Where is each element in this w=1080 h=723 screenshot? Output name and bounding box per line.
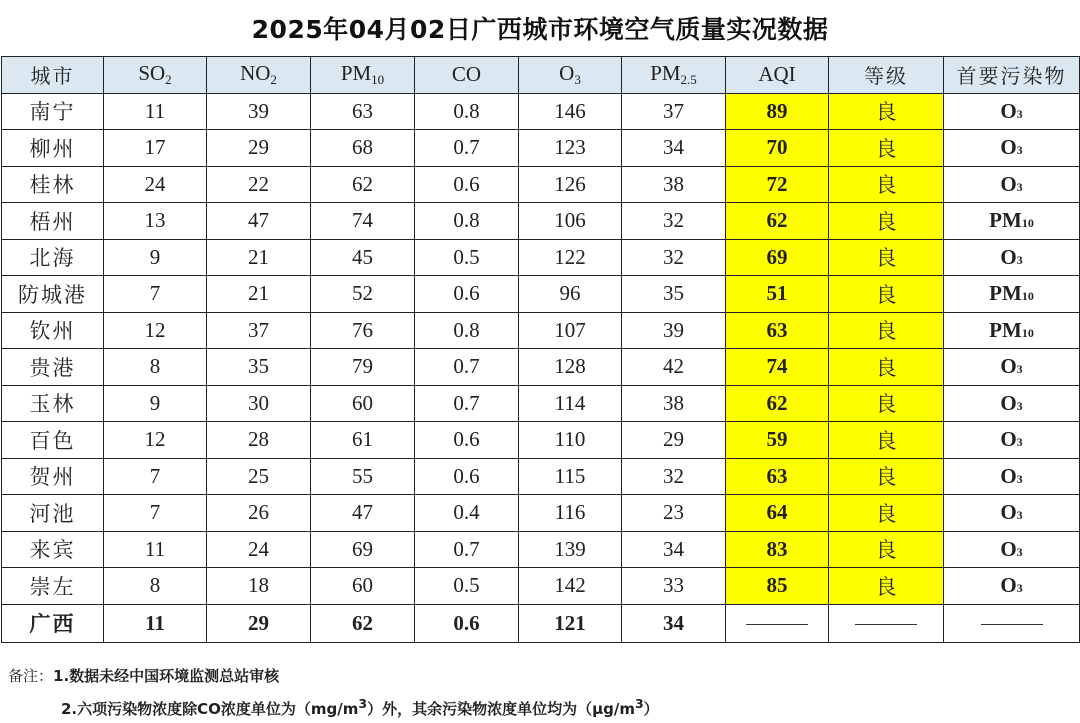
pm10-cell: 60 — [311, 385, 415, 422]
page-title: 2025年04月02日广西城市环境空气质量实况数据 — [251, 14, 829, 44]
table-row — [2, 349, 1080, 386]
o3-cell: 110 — [519, 422, 622, 459]
pm25-cell: 29 — [622, 422, 726, 459]
pm10-cell: 79 — [311, 349, 415, 386]
primary-pollutant-cell: PM10 — [944, 312, 1080, 349]
col-header-pm25: $PM_{2.5}$ — [622, 57, 726, 94]
so2-cell: 11 — [104, 604, 207, 642]
primary-pollutant-cell: O3 — [944, 458, 1080, 495]
co-cell: 0.6 — [415, 604, 519, 642]
col-header-pm10: $PM_{10}$ — [311, 57, 415, 94]
co-cell: 0.8 — [415, 93, 519, 130]
aqi-cell: 63 — [726, 312, 829, 349]
table-row — [2, 239, 1080, 276]
city-cell: 崇左 — [2, 568, 104, 605]
co-cell: 0.8 — [415, 203, 519, 240]
table-row — [2, 385, 1080, 422]
pm10-cell: 74 — [311, 203, 415, 240]
so2-cell: 17 — [104, 130, 207, 167]
aqi-cell: 62 — [726, 203, 829, 240]
co-cell: 0.6 — [415, 458, 519, 495]
no2-cell: 39 — [207, 93, 311, 130]
pm10-cell: 60 — [311, 568, 415, 605]
o3-cell: 142 — [519, 568, 622, 605]
o3-cell: 139 — [519, 531, 622, 568]
pm25-cell: 38 — [622, 166, 726, 203]
pm10-cell: 45 — [311, 239, 415, 276]
note-line-2: 2.六项污染物浓度除CO浓度单位为$(mg/m^3)$外，其余污染物浓度单位均为$(\mu g/m^3)$ — [61, 696, 659, 718]
pm25-cell: 37 — [622, 93, 726, 130]
o3-cell: 121 — [519, 604, 622, 642]
pm25-cell: 34 — [622, 130, 726, 167]
pm10-cell: 68 — [311, 130, 415, 167]
o3-cell: 96 — [519, 276, 622, 313]
primary-pollutant-cell: O3 — [944, 495, 1080, 532]
grade-cell: 良 — [829, 93, 944, 130]
primary-pollutant-cell: O3 — [944, 531, 1080, 568]
grade-cell: 良 — [829, 531, 944, 568]
pm25-cell: 32 — [622, 239, 726, 276]
grade-cell: 良 — [829, 385, 944, 422]
pm25-cell: 38 — [622, 385, 726, 422]
aqi-cell: 64 — [726, 495, 829, 532]
primary-pollutant-cell: O3 — [944, 349, 1080, 386]
pm25-cell: 39 — [622, 312, 726, 349]
aqi-cell: 85 — [726, 568, 829, 605]
pm25-cell: 34 — [622, 531, 726, 568]
o3-cell: 106 — [519, 203, 622, 240]
pm10-cell: 63 — [311, 93, 415, 130]
o3-cell: 126 — [519, 166, 622, 203]
grade-cell: 良 — [829, 349, 944, 386]
pm25-cell: 42 — [622, 349, 726, 386]
grade-cell: 良 — [829, 166, 944, 203]
so2-cell: 11 — [104, 93, 207, 130]
pm10-cell: 55 — [311, 458, 415, 495]
no2-cell: 26 — [207, 495, 311, 532]
aqi-cell: 62 — [726, 385, 829, 422]
so2-cell: 12 — [104, 312, 207, 349]
no2-cell: 29 — [207, 604, 311, 642]
so2-cell: 8 — [104, 568, 207, 605]
dash-line — [746, 624, 808, 625]
pm10-cell: 69 — [311, 531, 415, 568]
so2-cell: 7 — [104, 276, 207, 313]
table-row — [2, 568, 1080, 605]
city-cell: 北海 — [2, 239, 104, 276]
table-row — [2, 422, 1080, 459]
primary-pollutant-cell: O3 — [944, 130, 1080, 167]
co-cell: 0.6 — [415, 422, 519, 459]
grade-cell: 良 — [829, 239, 944, 276]
city-cell: 广西 — [2, 604, 104, 642]
city-cell: 梧州 — [2, 203, 104, 240]
primary-pollutant-cell: PM10 — [944, 276, 1080, 313]
aqi-cell: 83 — [726, 531, 829, 568]
o3-cell: 146 — [519, 93, 622, 130]
city-cell: 南宁 — [2, 93, 104, 130]
o3-cell: 128 — [519, 349, 622, 386]
no2-cell: 28 — [207, 422, 311, 459]
pm25-cell: 35 — [622, 276, 726, 313]
no2-cell: 24 — [207, 531, 311, 568]
table-row — [2, 166, 1080, 203]
co-cell: 0.5 — [415, 568, 519, 605]
grade-cell: 良 — [829, 568, 944, 605]
table-row — [2, 93, 1080, 130]
primary-pollutant-cell: O3 — [944, 166, 1080, 203]
grade-cell: 良 — [829, 495, 944, 532]
co-cell: 0.7 — [415, 531, 519, 568]
so2-cell: 24 — [104, 166, 207, 203]
so2-cell: 11 — [104, 531, 207, 568]
no2-cell: 18 — [207, 568, 311, 605]
no2-cell: 21 — [207, 276, 311, 313]
pm25-cell: 32 — [622, 203, 726, 240]
no2-cell: 47 — [207, 203, 311, 240]
col-header-aqi: AQI — [726, 57, 829, 94]
table-row — [2, 130, 1080, 167]
pm25-cell: 34 — [622, 604, 726, 642]
city-cell: 贺州 — [2, 458, 104, 495]
so2-cell: 8 — [104, 349, 207, 386]
city-cell: 来宾 — [2, 531, 104, 568]
pm10-cell: 76 — [311, 312, 415, 349]
o3-cell: 122 — [519, 239, 622, 276]
city-cell: 防城港 — [2, 276, 104, 313]
table-row — [2, 203, 1080, 240]
so2-cell: 13 — [104, 203, 207, 240]
no2-cell: 21 — [207, 239, 311, 276]
table-row — [2, 531, 1080, 568]
so2-cell: 12 — [104, 422, 207, 459]
empty-dash-cell — [829, 604, 944, 642]
city-cell: 玉林 — [2, 385, 104, 422]
pm10-cell: 52 — [311, 276, 415, 313]
col-header-so2: $SO_2$ — [104, 57, 207, 94]
city-cell: 贵港 — [2, 349, 104, 386]
co-cell: 0.6 — [415, 166, 519, 203]
note-line-1: 备注：1.数据未经中国环境监测总站审核 — [8, 667, 280, 685]
no2-cell: 29 — [207, 130, 311, 167]
col-header-primary-pollutant: 首要污染物 — [944, 57, 1080, 94]
o3-cell: 114 — [519, 385, 622, 422]
air-quality-table — [1, 56, 1080, 643]
co-cell: 0.7 — [415, 130, 519, 167]
o3-cell: 116 — [519, 495, 622, 532]
o3-cell: 115 — [519, 458, 622, 495]
so2-cell: 7 — [104, 458, 207, 495]
grade-cell: 良 — [829, 422, 944, 459]
no2-cell: 35 — [207, 349, 311, 386]
col-header-no2: $NO_2$ — [207, 57, 311, 94]
co-cell: 0.8 — [415, 312, 519, 349]
aqi-cell: 72 — [726, 166, 829, 203]
table-row — [2, 312, 1080, 349]
dash-line — [981, 624, 1043, 625]
pm25-cell: 32 — [622, 458, 726, 495]
so2-cell: 7 — [104, 495, 207, 532]
col-header-o3: $O_3$ — [519, 57, 622, 94]
aqi-cell: 59 — [726, 422, 829, 459]
primary-pollutant-cell: PM10 — [944, 203, 1080, 240]
table-row — [2, 458, 1080, 495]
pm10-cell: 62 — [311, 604, 415, 642]
dash-line — [855, 624, 917, 625]
grade-cell: 良 — [829, 458, 944, 495]
table-row — [2, 495, 1080, 532]
co-cell: 0.4 — [415, 495, 519, 532]
col-header-co: CO — [415, 57, 519, 94]
col-header-city: 城市 — [2, 57, 104, 94]
co-cell: 0.6 — [415, 276, 519, 313]
grade-cell: 良 — [829, 130, 944, 167]
city-cell: 钦州 — [2, 312, 104, 349]
primary-pollutant-cell: O3 — [944, 239, 1080, 276]
empty-dash-cell — [944, 604, 1080, 642]
aqi-cell: 63 — [726, 458, 829, 495]
no2-cell: 30 — [207, 385, 311, 422]
pm10-cell: 62 — [311, 166, 415, 203]
total-row — [2, 604, 1080, 642]
empty-dash-cell — [726, 604, 829, 642]
grade-cell: 良 — [829, 203, 944, 240]
city-cell: 河池 — [2, 495, 104, 532]
no2-cell: 37 — [207, 312, 311, 349]
primary-pollutant-cell: O3 — [944, 422, 1080, 459]
pm25-cell: 33 — [622, 568, 726, 605]
city-cell: 百色 — [2, 422, 104, 459]
no2-cell: 25 — [207, 458, 311, 495]
aqi-cell: 69 — [726, 239, 829, 276]
notes — [8, 662, 1072, 723]
grade-cell: 良 — [829, 312, 944, 349]
pm10-cell: 47 — [311, 495, 415, 532]
so2-cell: 9 — [104, 385, 207, 422]
pm25-cell: 23 — [622, 495, 726, 532]
aqi-cell: 70 — [726, 130, 829, 167]
pm10-cell: 61 — [311, 422, 415, 459]
co-cell: 0.7 — [415, 349, 519, 386]
city-cell: 柳州 — [2, 130, 104, 167]
city-cell: 桂林 — [2, 166, 104, 203]
aqi-cell: 51 — [726, 276, 829, 313]
col-header-grade: 等级 — [829, 57, 944, 94]
aqi-cell: 74 — [726, 349, 829, 386]
no2-cell: 22 — [207, 166, 311, 203]
co-cell: 0.7 — [415, 385, 519, 422]
header-row — [2, 57, 1080, 94]
grade-cell: 良 — [829, 276, 944, 313]
primary-pollutant-cell: O3 — [944, 93, 1080, 130]
primary-pollutant-cell: O3 — [944, 385, 1080, 422]
o3-cell: 123 — [519, 130, 622, 167]
aqi-cell: 89 — [726, 93, 829, 130]
co-cell: 0.5 — [415, 239, 519, 276]
primary-pollutant-cell: O3 — [944, 568, 1080, 605]
o3-cell: 107 — [519, 312, 622, 349]
table-row — [2, 276, 1080, 313]
so2-cell: 9 — [104, 239, 207, 276]
